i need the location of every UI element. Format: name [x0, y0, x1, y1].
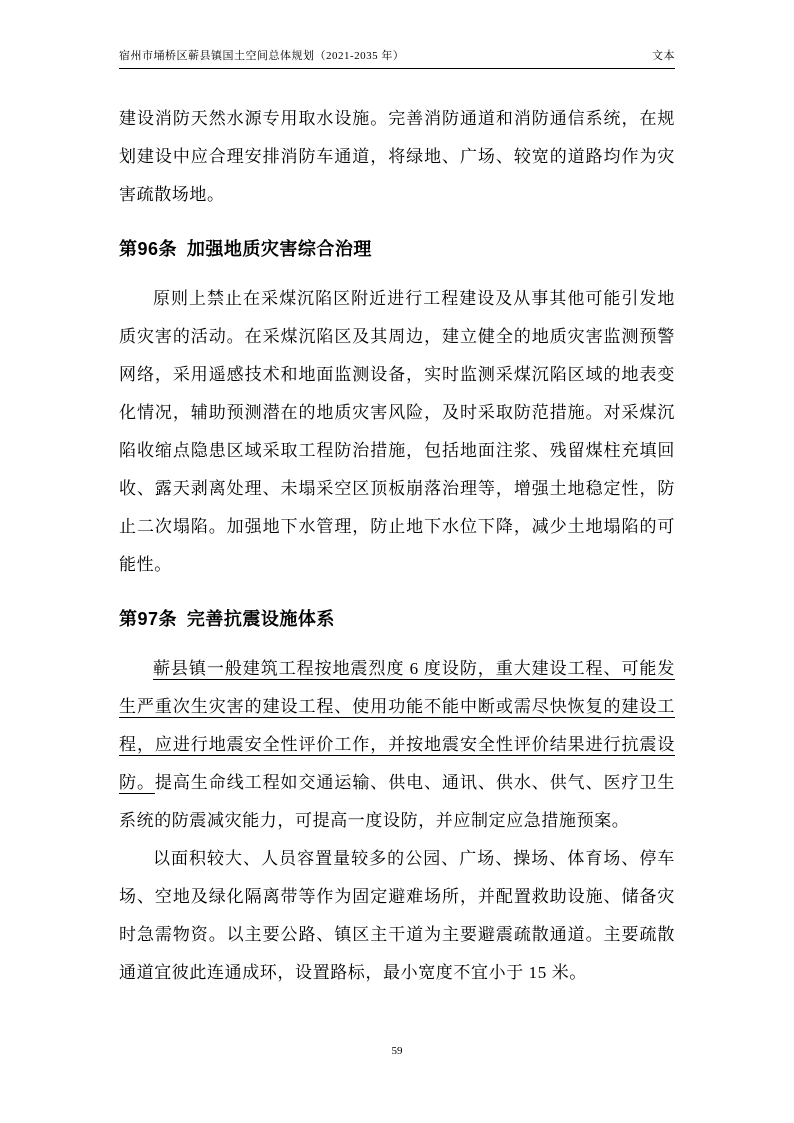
- document-body: [119, 100, 675, 992]
- seismic-fortification-underlined-text: 蕲县镇一般建筑工程按地震烈度 6 度设防，重大建设工程、可能发生严重次生灾害的建设工程、使用功能不能中断或需尽快恢复的建设工程，应进行地震安全性评价工作，并按地震安全性评价结果进行抗震设防。: [119, 659, 675, 792]
- article-97-title: 完善抗震设施体系: [186, 609, 335, 629]
- paragraph-seismic-fortification: [119, 650, 675, 840]
- header-doc-type: 文本: [652, 50, 675, 62]
- paragraph-evacuation-shelters: 以面积较大、人员容置量较多的公园、广场、操场、体育场、停车场、空地及绿化隔离带等作为固定避难场所，并配置救助设施、储备灾时急需物资。以主要公路、镇区主干道为主要避震疏散通道。主要疏散通道宜彼此连通成环，设置路标，最小宽度不宜小于 15 米。: [119, 849, 675, 982]
- article-97-heading: [119, 604, 675, 634]
- paragraph-geological-hazard-control: 原则上禁止在采煤沉陷区附近进行工程建设及从事其他可能引发地质灾害的活动。在采煤沉陷区及其周边，建立健全的地质灾害监测预警网络，采用遥感技术和地面监测设备，实时监测采煤沉陷区域的地表变化情况，辅助预测潜在的地质灾害风险，及时采取防范措施。对采煤沉陷收缩点隐患区域采取工程防治措施，包括地面注浆、残留煤柱充填回收、露天剥离处理、未塌采空区顶板崩落治理等，增强土地稳定性，防止二次塌陷。加强地下水管理，防止地下水位下降，减少土地塌陷的可能性。: [119, 289, 675, 574]
- page-footer: [0, 1045, 794, 1057]
- lifeline-projects-text: 提高生命线工程如交通运输、供电、通讯、供水、供气、医疗卫生系统的防震减灾能力，可提高一度设防，并应制定应急措施预案。: [119, 773, 676, 830]
- article-96-number: 第96条: [119, 239, 178, 259]
- page-number: 59: [391, 1045, 403, 1057]
- article-96-title: 加强地质灾害综合治理: [186, 239, 372, 259]
- article-96-heading: [119, 234, 675, 264]
- article-97-number: 第97条: [119, 609, 178, 629]
- header-doc-title: 宿州市埇桥区蕲县镇国土空间总体规划（2021-2035 年）: [119, 50, 405, 62]
- page-header: [119, 47, 675, 69]
- paragraph-fire-protection-continuation: 建设消防天然水源专用取水设施。完善消防通道和消防通信系统，在规划建设中应合理安排消防车通道，将绿地、广场、较宽的道路均作为灾害疏散场地。: [119, 109, 675, 204]
